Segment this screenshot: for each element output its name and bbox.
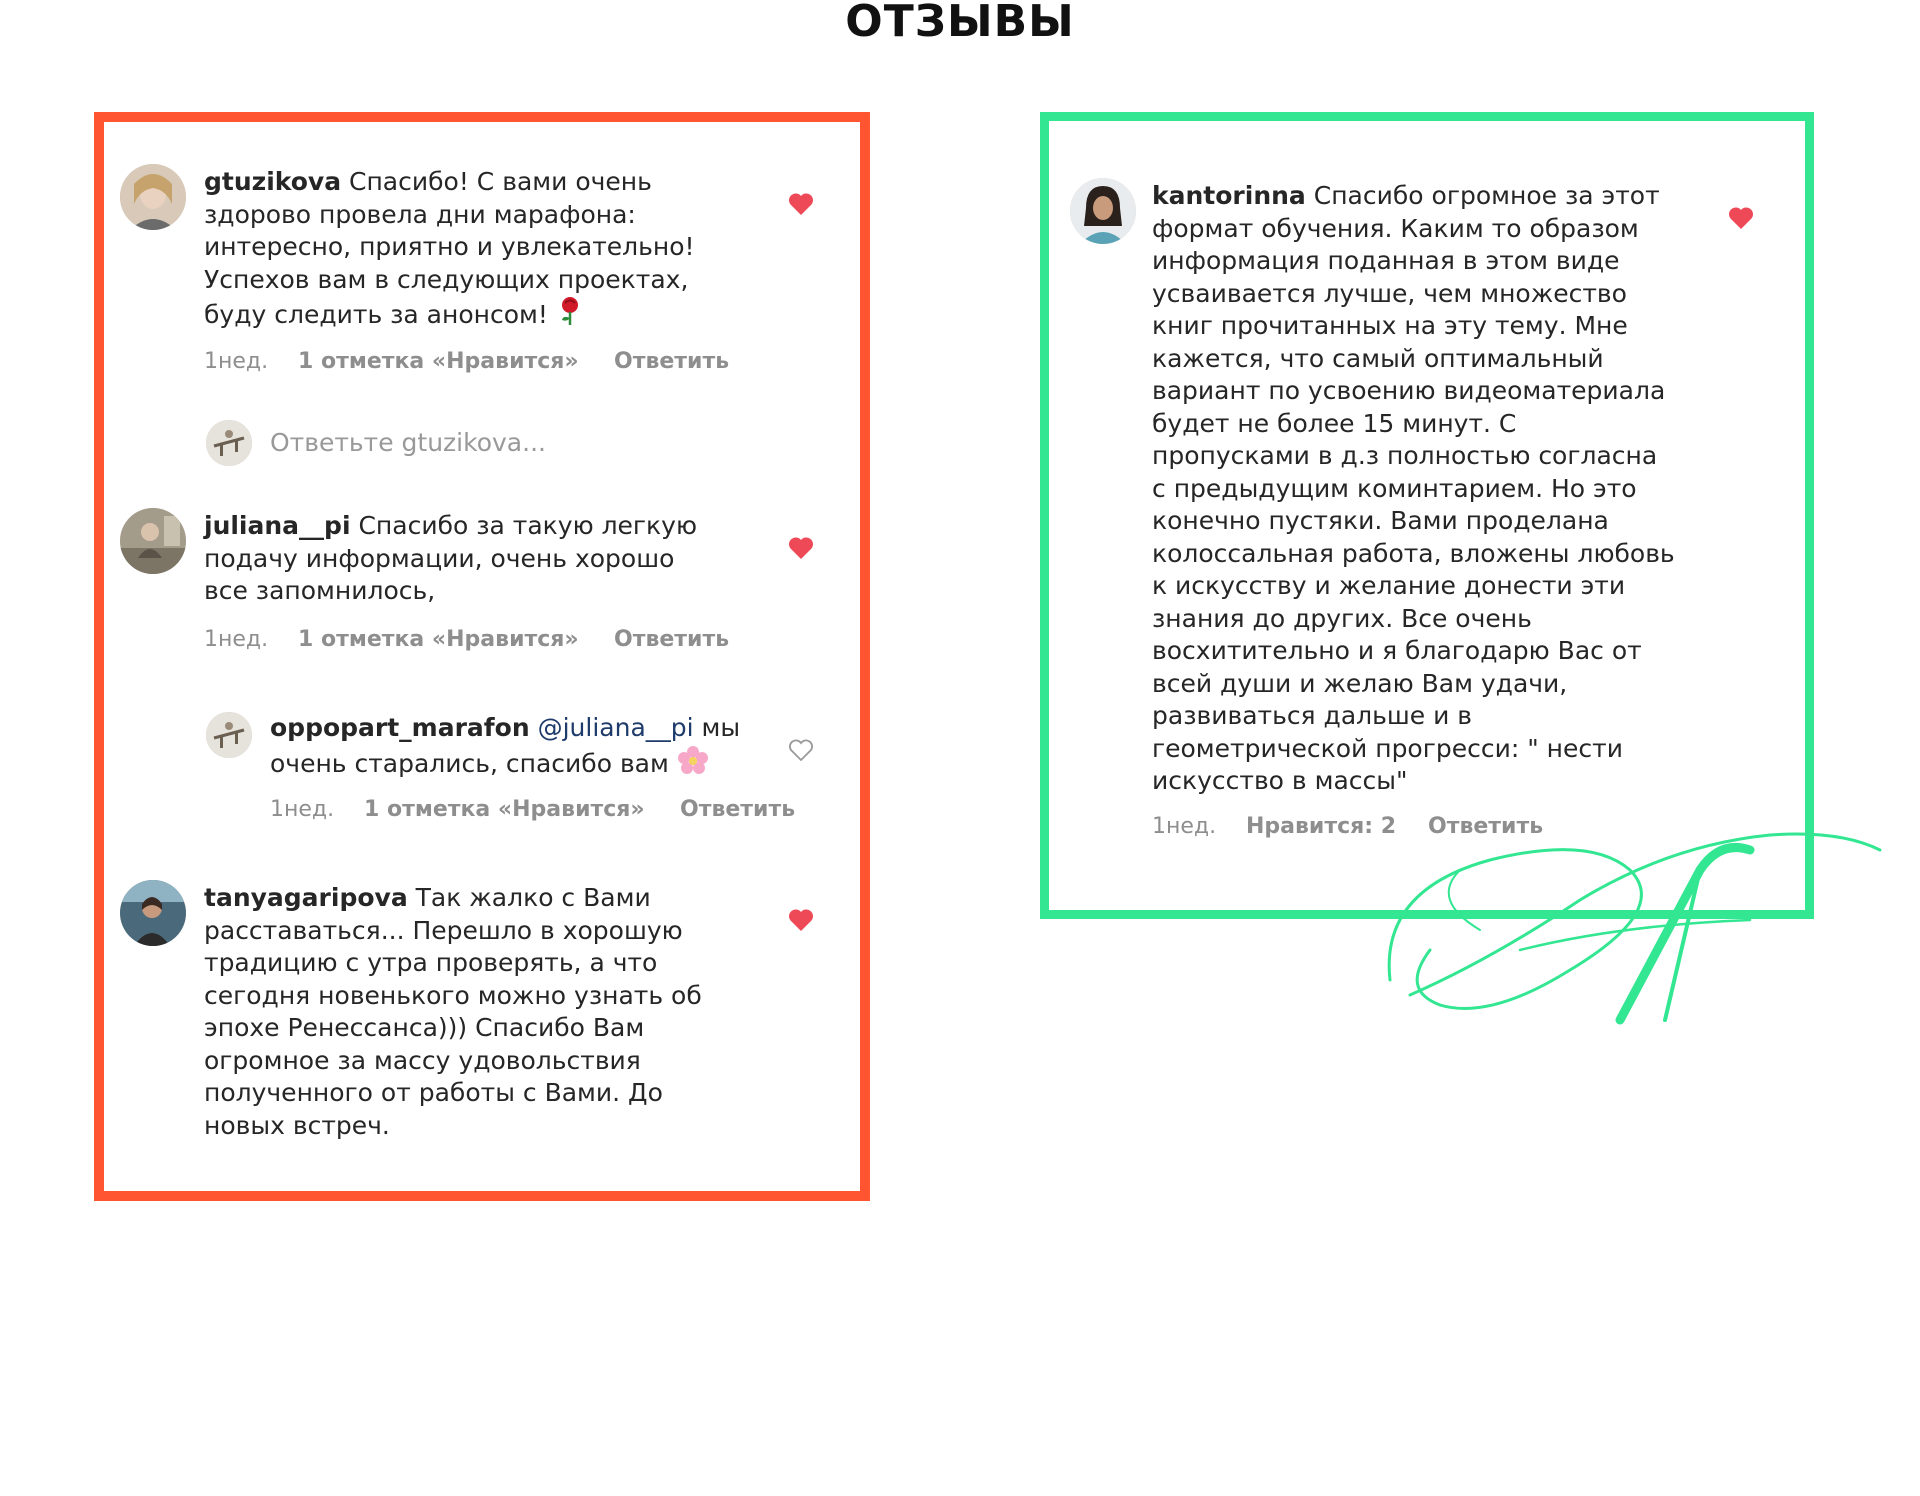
comment-username[interactable]: oppopart_marafon — [270, 713, 530, 742]
comment-time: 1нед. — [1152, 814, 1217, 839]
comment-text: kantorinna Спасибо огромное за этот формат обучения. Каким то образом информация поданная в этом виде усваивается лучше, чем множество книг прочитанных на эту тему. Мне кажется, что самый оптимальный вариант по усвоению видеоматериала будет не более 15 минут. С пропусками в д.з полностью согласна с предыдущим коминтарием. Но это конечно пустяки. Вами проделана колоссальная работа, вложены любовь к искусству и желание донести эти знания до других. Все очень восхитительно и я благодарю Вас от всей души и желаю Вам удачи, развиваться дальше и в геометрической прогресси: " нести искусство в массы" — [1152, 181, 1675, 795]
comment-username[interactable]: kantorinna — [1152, 181, 1306, 210]
comment-time: 1нед. — [270, 797, 335, 822]
comment-text: gtuzikova Спасибо! С вами очень здорово провела дни марафона: интересно, приятно и увлекательно! Успехов вам в следующих проектах, буду следить за анонсом! — [204, 166, 744, 335]
comment-text: tanyagaripova Так жалко с Вами расставаться... Перешло в хорошую традицию с утра проверять, а что сегодня новенького можно узнать об эпохе Ренессанса))) Спасибо Вам огромное за массу удовольствия полученного от работы с Вами. До новых встреч. — [204, 883, 702, 1140]
likes-count[interactable]: 1 отметка «Нравится» — [298, 349, 579, 374]
likes-count[interactable]: Нравится: 2 — [1246, 814, 1397, 839]
avatar[interactable] — [120, 164, 186, 230]
reply-button[interactable]: Ответить — [614, 627, 730, 652]
reply-button[interactable]: Ответить — [680, 797, 796, 822]
reply-input[interactable]: Ответьте gtuzikova... — [270, 428, 546, 457]
comment-username[interactable]: gtuzikova — [204, 167, 342, 196]
comment-username[interactable]: juliana__pi — [204, 511, 351, 540]
avatar[interactable] — [120, 508, 186, 574]
comment-time: 1нед. — [204, 349, 269, 374]
comment-time: 1нед. — [204, 627, 269, 652]
comment-text: juliana__pi Спасибо за такую легкую подачу информации, очень хорошо все запомнилось, — [204, 511, 697, 605]
heart-icon[interactable] — [788, 536, 814, 560]
heart-icon[interactable] — [788, 908, 814, 932]
page-title: ОТЗЫВЫ — [845, 0, 1075, 47]
likes-count[interactable]: 1 отметка «Нравится» — [298, 627, 579, 652]
blossom-emoji — [677, 745, 709, 784]
monogram-ornament — [1370, 830, 1890, 1030]
avatar[interactable] — [206, 712, 252, 758]
heart-icon[interactable] — [1728, 206, 1754, 230]
likes-count[interactable]: 1 отметка «Нравится» — [364, 797, 645, 822]
avatar — [206, 420, 252, 466]
rose-emoji — [556, 296, 584, 335]
reply-button[interactable]: Ответить — [1428, 814, 1544, 839]
heart-outline-icon[interactable] — [788, 738, 814, 762]
reply-comment-text: oppopart_marafon @juliana__pi мы очень старались, спасибо вам — [270, 712, 770, 783]
reply-button[interactable]: Ответить — [614, 349, 730, 374]
comment-username[interactable]: tanyagaripova — [204, 883, 408, 912]
heart-icon[interactable] — [788, 192, 814, 216]
mention-link[interactable]: @juliana__pi — [537, 713, 694, 742]
avatar[interactable] — [120, 880, 186, 946]
avatar[interactable] — [1070, 178, 1136, 244]
